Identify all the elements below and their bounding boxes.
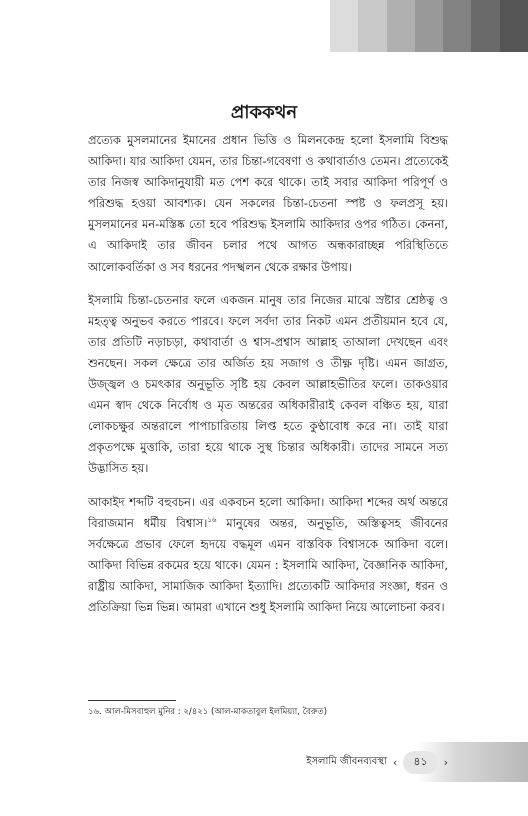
header-bar: [471, 0, 499, 52]
header-bar: [358, 0, 386, 52]
page-title: প্রাককথন: [230, 102, 298, 123]
header-bar: [415, 0, 443, 52]
header-bar: [387, 0, 415, 52]
paragraph: প্রত্যেক মুসলমানের ইমানের প্রধান ভিত্তি ও মিলনকেন্দ্র হলো ইসলামি বিশুদ্ধ আকিদা। যার আকিদা যেমন, তার চিন্তা-গবেষণা ও কথাবার্তাও তেমন। প্রত্যেকেই তার নিজস্ব আকিদানুযায়ী মত পেশ করে থাকে। তাই সবার আকিদা পরিপূর্ণ ও পরিশুদ্ধ হওয়া আবশ্যক। যেন সকলের চিন্তা-চেতনা স্পষ্ট ও ফলপ্রসূ হয়। মুসলমানের মন-মস্তিষ্ক তো হবে পরিশুদ্ধ ইসলামি আকিদার ওপর গঠিত। কেননা, এ আকিদাই তার জীবন চলার পথে আগত অন্ধকারাচ্ছন্ন পরিস্থিতিতে আলোকবর্তিকা ও সব ধরনের পদস্খলন থেকে রক্ষার উপায়।: [88, 133, 448, 274]
chevron-left-icon: ‹: [392, 755, 398, 769]
header-bar: [330, 0, 358, 52]
paragraph-text: আকাইদ শব্দটি বহুবচন। এর একবচন হলো আকিদা। আকিদা শব্দের অর্থ অন্তরে বিরাজমান ধর্মীয় বিশ্বাস।: [88, 494, 448, 530]
chevron-right-icon: ›: [443, 755, 448, 769]
header-decoration: [330, 0, 528, 52]
paragraph: ইসলামি চিন্তা-চেতনার ফলে একজন মানুষ তার নিজের মাঝে স্রষ্টার শ্রেষ্ঠত্ব ও মহত্ত্ব অনুভব করতে পারবে। ফলে সর্বদা তার নিকট এমন প্রতীয়মান হবে যে, তার প্রতিটি নড়াচড়া, কথাবার্তা ও শ্বাস-প্রশ্বাস আল্লাহ তাআলা দেখছেন এবং শুনছেন। সকল ক্ষেত্রে তার অর্জিত হয় সজাগ ও তীক্ষ্ণ দৃষ্টি। এমন জাগ্রত, উজ্জ্বল ও চমৎকার অনুভূতি সৃষ্টি হয় কেবল আল্লাহভীতির ফলে। তাকওয়ার এমন স্বাদ থেকে নির্বোধ ও মৃত অন্তরের অধিকারীরাই কেবল বঞ্চিত হয়, যারা লোকচক্ষুর অন্তরালে পাপাচারিতায় লিপ্ত হতে কুণ্ঠাবোধ করে না। তাই যারা প্রকৃতপক্ষে মুত্তাকি, তারা হয়ে থাকে সুস্থ চিন্তার অধিকারী। তাদের সামনে সত্য উদ্ভাসিত হয়।: [88, 292, 448, 476]
footnote-divider: [88, 700, 176, 701]
book-title: ইসলামি জীবনব্যবস্থা: [306, 755, 387, 767]
footnote-reference[interactable]: ১৬: [207, 515, 217, 524]
paragraph: [88, 492, 448, 619]
header-bar: [500, 0, 528, 52]
body-text: [88, 130, 448, 630]
paragraph-text: মানুষের অন্তর, অনুভূতি, অস্তিত্বসহ জীবনের সর্বক্ষেত্রে প্রভাব ফেলে হৃদয়ে বদ্ধমূল এমন বাস্তবিক বিশ্বাসকে আকিদা বলে। আকিদা বিভিন্ন রকমের হয়ে থাকে। যেমন : ইসলামি আকিদা, বৈজ্ঞানিক আকিদা, রাষ্ট্রীয় আকিদা, সামাজিক আকিদা ইত্যাদি। প্রত্যেকটি আকিদার সংজ্ঞা, ধরন ও প্রতিক্রিয়া ভিন্ন ভিন্ন। আমরা এখানে শুধু ইসলামি আকিদা নিয়ে আলোচনা করব।: [88, 515, 448, 614]
page-number: ৪১: [403, 751, 437, 774]
page-footer: [258, 750, 448, 774]
header-bar: [443, 0, 471, 52]
footnote: ১৬. আল-মিসবাহুল মুনির : ২/৪২১ (আল-মাকতাবুল ইলমিয়্যা, বৈরুত): [88, 707, 328, 717]
